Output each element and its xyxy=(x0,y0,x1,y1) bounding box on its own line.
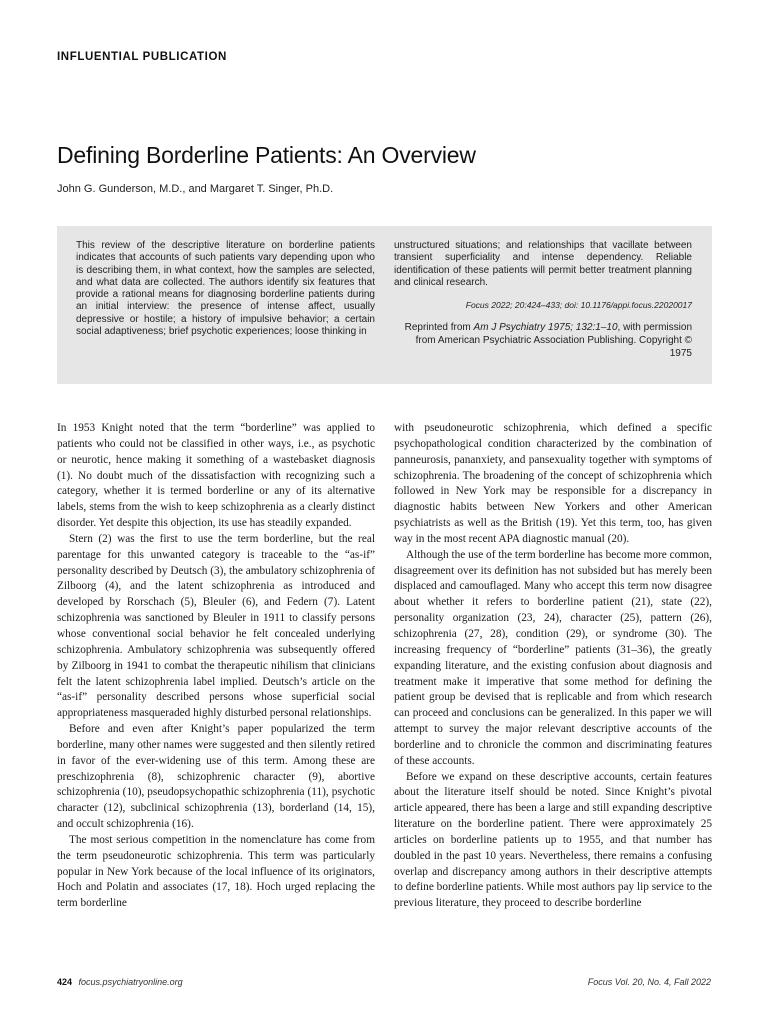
footer-site-link[interactable]: focus.psychiatryonline.org xyxy=(78,977,183,987)
body-column-right xyxy=(394,421,712,912)
reprint-suffix: , with permission from American Psychiatric Association Publishing. Copyright © 1975 xyxy=(415,322,692,360)
abstract-text-right: unstructured situations; and relationships that vacillate between transient superficiality and intense dependency. Reliable identification of these patients will permit better treatment planning and clinical research. xyxy=(394,240,692,288)
abstract-box xyxy=(57,226,712,384)
reprint-note xyxy=(394,321,692,360)
journal-issue: Focus Vol. 20, No. 4, Fall 2022 xyxy=(587,977,711,987)
page-number: 424 xyxy=(57,977,73,987)
citation-line: Focus 2022; 20:424–433; doi: 10.1176/appi.focus.22020017 xyxy=(465,300,692,311)
article-title: Defining Borderline Patients: An Overview xyxy=(57,142,476,168)
body-paragraph: with pseudoneurotic schizophrenia, which defined a specific psychopathological condition characterized by the combination of panneurosis, pananxiety, and pansexuality together with symptoms of schizophrenia. The broadening of the concept of schizophrenia which followed in New York may be responsible for a discrepancy in diagnostic habits between New Yorkers and other American psychiatrists as well as the British (19). Yet this term, too, has given way in the most recent APA diagnostic manual (20). xyxy=(394,422,712,545)
body-column-left xyxy=(57,421,375,912)
footer-left xyxy=(57,977,183,987)
reprint-prefix: Reprinted from xyxy=(404,322,474,334)
body-paragraph: The most serious competition in the nomenclature has come from the term pseudoneurotic schizophrenia. This term was particularly popular in New York because of the local influence of its originators, Hoch and Polatin and associates (17, 18). Hoch urged replacing the term borderline xyxy=(57,833,375,910)
abstract-text-left: This review of the descriptive literature on borderline patients indicates that accounts of such patients vary depending upon who is describing them, in what context, how the samples are selected, and what data are collected. The authors identify six features that provide a rational means for diagnosing borderline patients during an initial interview: the presence of intense affect, usually depressive or hostile; a history of impulsive behavior; a certain social adaptiveness; brief psychotic experiences; loose thinking in xyxy=(76,240,375,338)
body-paragraph: Before and even after Knight’s paper popularized the term borderline, many other names were suggested and then silently retired in favor of the ever-widening use of this term. Among these are preschizophrenia (8), schizophrenic character (9), abortive schizophrenia (10), pseudopsychopathic schizophrenia (11), psychotic character (12), subclinical schizophrenia (13), borderland (14, 15), and occult schizophrenia (16). xyxy=(57,723,375,831)
abstract-right-column xyxy=(394,240,692,360)
reprint-journal: Am J Psychiatry 1975; 132:1–10 xyxy=(473,322,618,334)
body-paragraph: In 1953 Knight noted that the term “borderline” was applied to patients who could not be classified in other ways, i.e., as psychotic or neurotic, hence making it something of a wastebasket diagnosis (1). No doubt much of the dissatisfaction with recognizing such a category, whether it is termed borderline or any of its alternative labels, stems from the wish to keep schizophrenia as a clearly distinct disorder. Yet despite this objection, its use has steadily expanded. xyxy=(57,422,375,530)
body-paragraph: Before we expand on these descriptive accounts, certain features about the literature itself should be noted. Since Knight’s pivotal article appeared, there has been a large and still expanding descriptive literature on the borderline patient. There were approximately 25 articles on borderline patients up to 1955, and that number has doubled in the past 10 years. Nevertheless, there remains a confusing overlap and discrepancy among authors in their descriptive attempts to define borderline patients. While most authors pay lip service to the previous literature, they proceed to describe borderline xyxy=(394,770,712,910)
section-label: INFLUENTIAL PUBLICATION xyxy=(57,51,227,63)
body-paragraph: Stern (2) was the first to use the term borderline, but the real parentage for this unwanted category is traceable to the “as-if” personality described by Deutsch (3), the ambulatory schizophrenia of Zilboorg (4), and the latent schizophrenia as introduced and developed by Rorschach (5), Bleuler (6), and Federn (7). Latent schizophrenia was sanctioned by Bleuler in 1911 to classify persons whose conventional social behavior he felt concealed underlying schizophrenia. Ambulatory schizophrenia was subsequently offered by Zilboorg in 1941 to combat the therapeutic nihilism that clinicians felt the latent schizophrenia label implied. Deutsch’s article on the “as-if” personality described persons whose superficial social appropriateness masqueraded highly disturbed personal relationships. xyxy=(57,532,375,720)
authors: John G. Gunderson, M.D., and Margaret T. Singer, Ph.D. xyxy=(57,183,334,195)
body-paragraph: Although the use of the term borderline has become more common, disagreement over its definition has not subsided but has merely been displaced and camouflaged. Many who accept this term now disagree about whether it refers to borderline patient (21), state (22), personality organization (23, 24), character (25), pattern (26), schizophrenia (27, 28), condition (29), or syndrome (30). The increasing frequency of “borderline” patients (31–36), the greatly expanding literature, and the existing confusion about diagnosis and treatment make it imperative that some method for defining the patient group be devised that is replicable and from which research can proceed and conclusions can be generalized. In this paper we will attempt to survey the major relevant descriptive accounts of the borderline and to chronicle the common and discriminating features of these accounts. xyxy=(394,548,712,767)
